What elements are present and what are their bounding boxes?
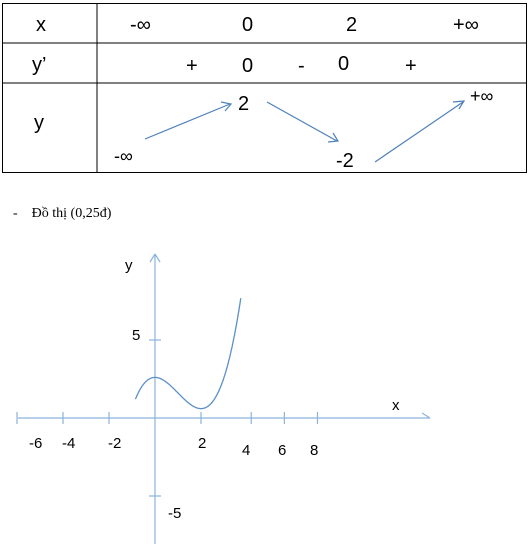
- increase-arrow-2: [375, 102, 463, 162]
- y-axis-arrowhead: [155, 254, 160, 262]
- function-graph: [0, 240, 529, 546]
- row-dy-label: y’: [32, 54, 47, 76]
- x-value-pos-inf: +∞: [453, 14, 479, 36]
- dy-sign-minus: -: [298, 55, 305, 77]
- x-tick-label-neg4: -4: [62, 435, 76, 452]
- x-tick-label-2: 2: [198, 435, 207, 452]
- y-axis-arrowhead: [150, 254, 155, 262]
- y-tick-label-neg5: -5: [168, 505, 182, 522]
- y-value-neg-inf: -∞: [114, 146, 133, 166]
- row-x-label: x: [36, 14, 46, 36]
- variation-arrows: [145, 101, 464, 162]
- y-value-pos-inf: +∞: [470, 86, 494, 106]
- caption-text: Đồ thị (0,25đ): [31, 206, 112, 221]
- increase-arrow-1: [145, 104, 230, 139]
- caption-dash: -: [13, 206, 18, 221]
- graph-caption: [13, 206, 111, 222]
- x-axis-arrowhead: [422, 413, 430, 418]
- decrease-arrow: [267, 102, 337, 141]
- x-value-2: 2: [346, 14, 358, 36]
- y-value-min: -2: [336, 150, 354, 172]
- y-value-max: 2: [238, 93, 250, 115]
- variation-table: [2, 3, 527, 173]
- table-grid: [2, 3, 527, 173]
- x-value-0: 0: [242, 14, 254, 36]
- x-tick-label-8: 8: [310, 442, 319, 459]
- x-value-neg-inf: -∞: [130, 14, 151, 36]
- graph-svg: [0, 240, 529, 546]
- x-tick-label-4: 4: [242, 442, 251, 459]
- x-axis-label: x: [392, 397, 400, 414]
- dy-zero-1: 0: [242, 55, 254, 77]
- dy-sign-plus-1: +: [186, 55, 198, 77]
- x-tick-label-neg2: -2: [108, 435, 122, 452]
- dy-zero-2: 0: [338, 53, 350, 75]
- function-curve: [135, 298, 240, 408]
- axes: [18, 254, 430, 544]
- x-tick-label-neg6: -6: [29, 435, 43, 452]
- x-tick-label-6: 6: [278, 442, 287, 459]
- dy-sign-plus-2: +: [405, 55, 417, 77]
- row-y-label: y: [34, 112, 44, 134]
- y-tick-label-5: 5: [132, 327, 141, 344]
- y-axis-label: y: [125, 257, 133, 274]
